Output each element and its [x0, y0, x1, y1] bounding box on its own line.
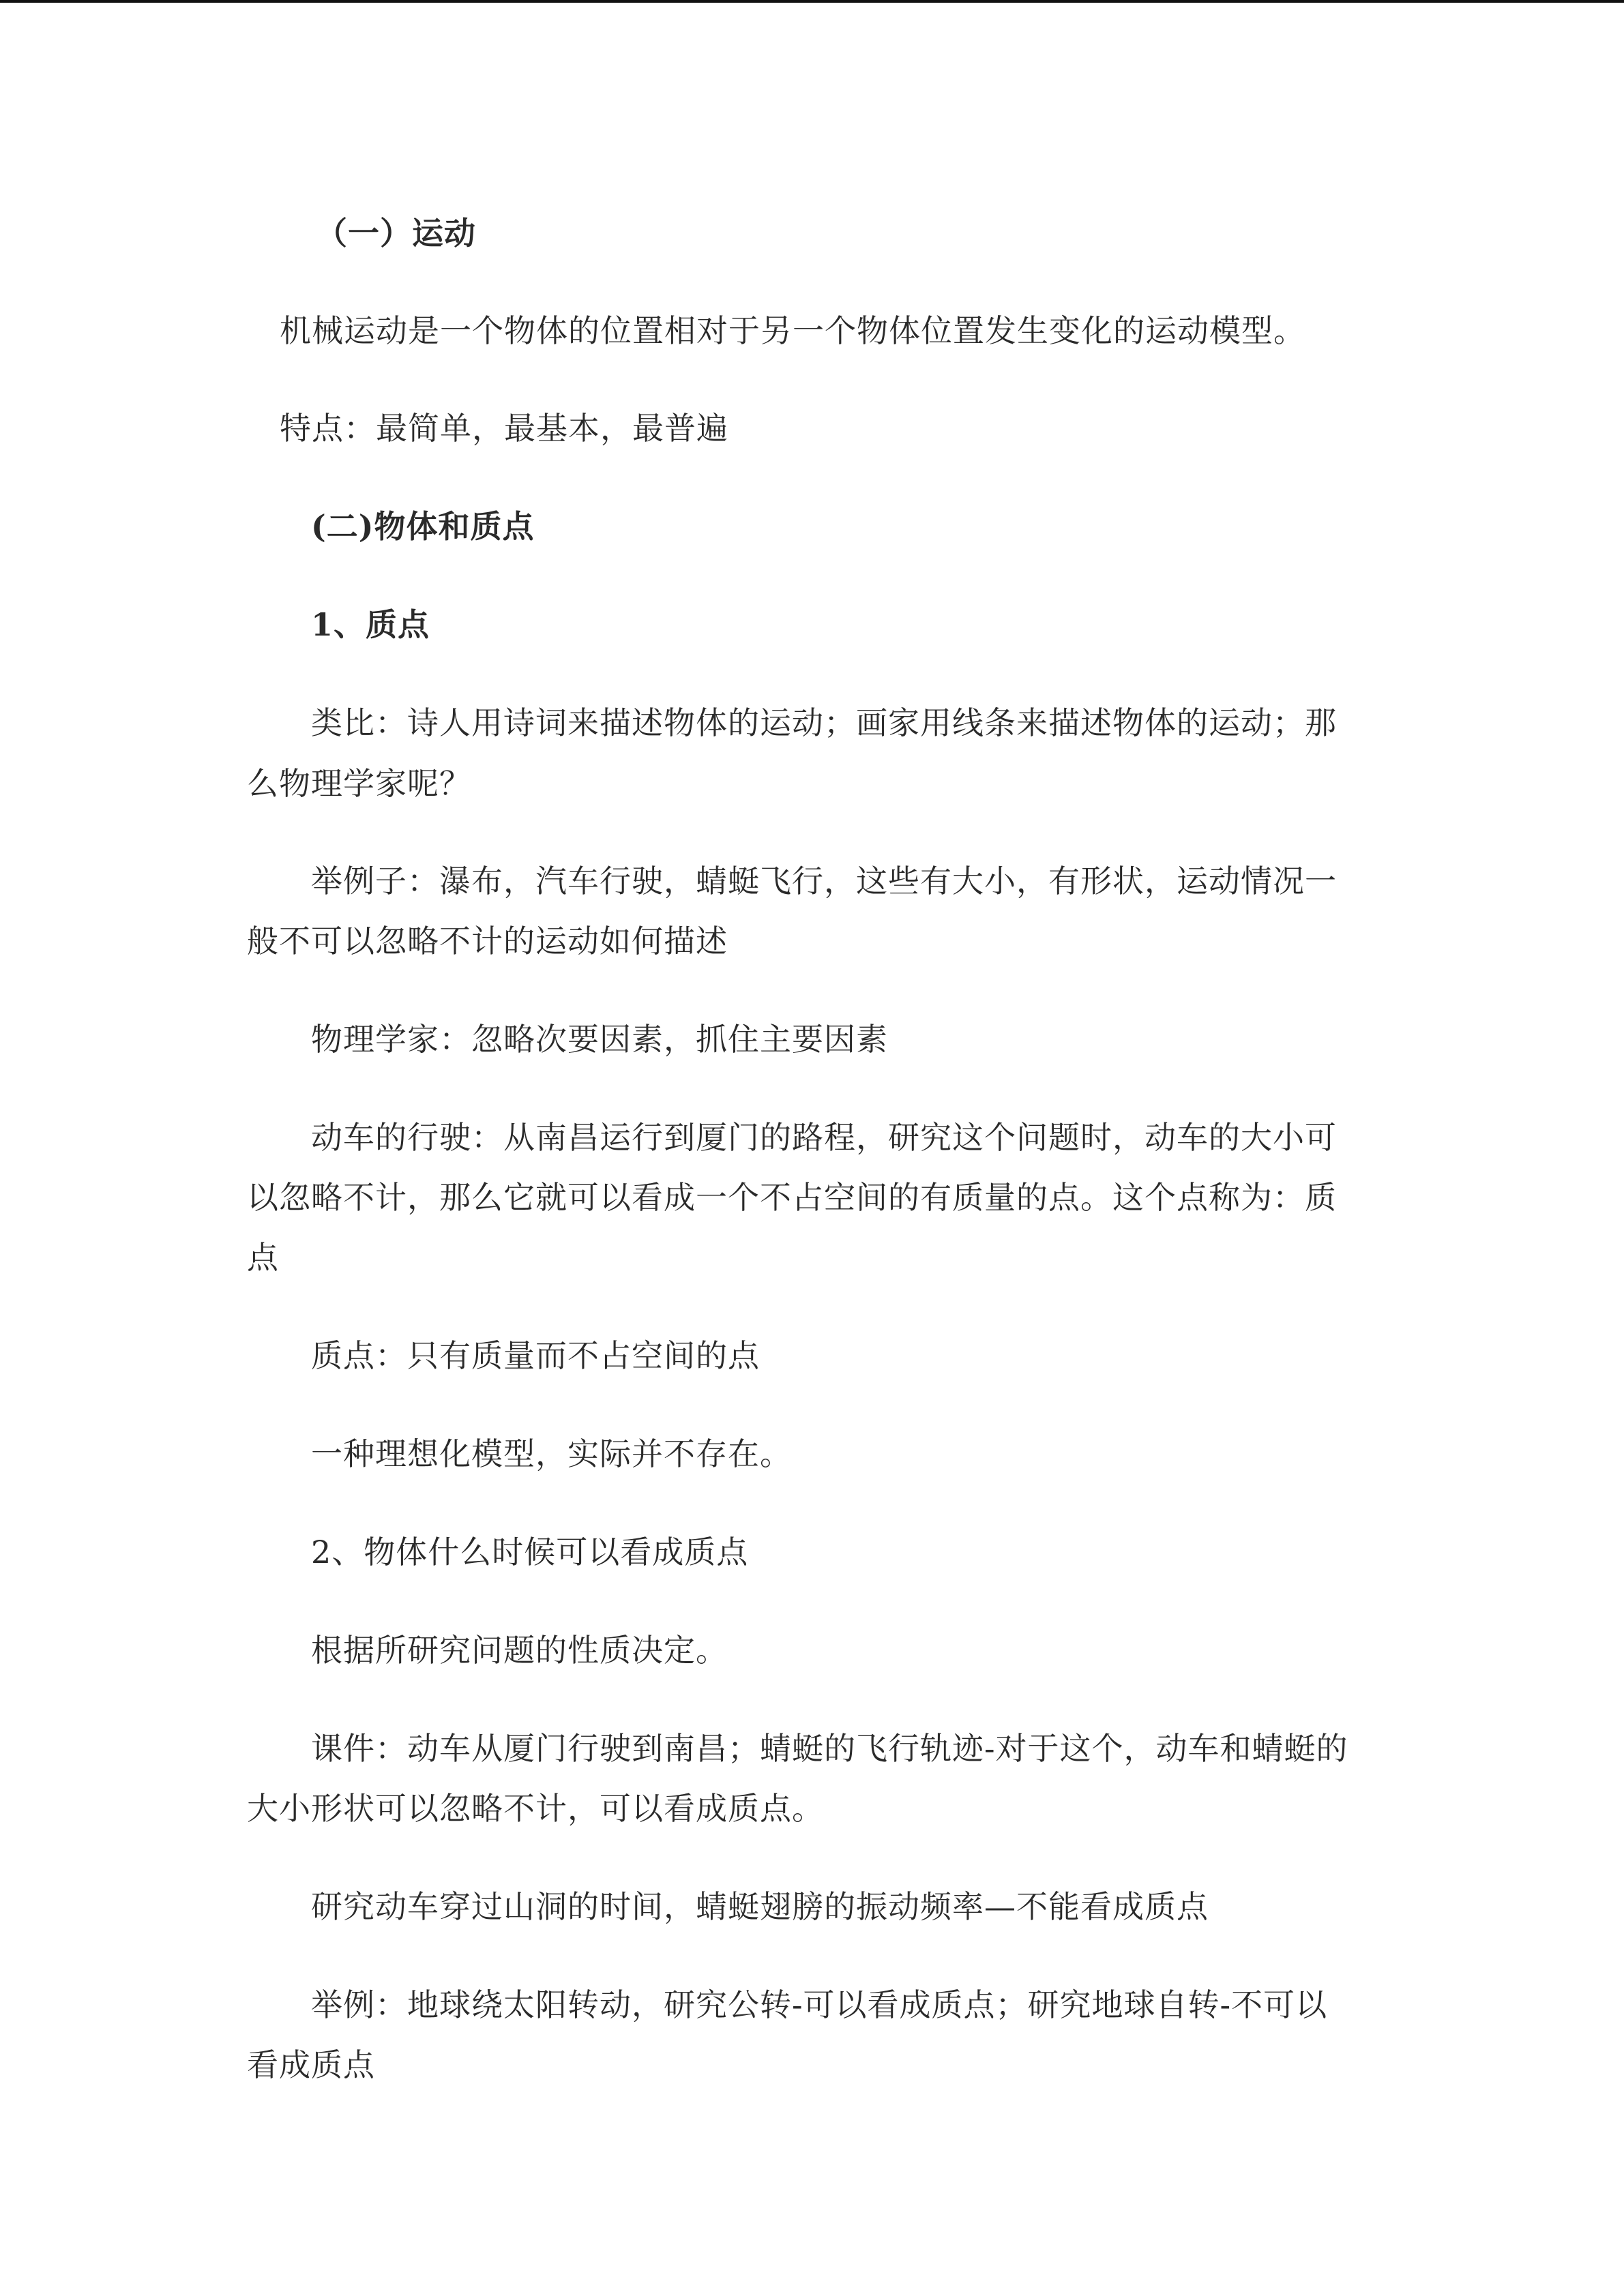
paragraph-courseware-line-1: 课件：动车从厦门行驶到南昌；蜻蜓的飞行轨迹-对于这个，动车和蜻蜓的	[311, 1730, 1348, 1767]
paragraph-train-line-2: 以忽略不计，那么它就可以看成一个不占空间的有质量的点。这个点称为：质	[247, 1179, 1337, 1216]
paragraph-train-line-3: 点	[247, 1239, 279, 1276]
paragraph-tunnel-wings: 研究动车穿过山洞的时间，蜻蜓翅膀的振动频率—不能看成质点	[311, 1888, 1209, 1925]
subheading-particle: 1、质点	[311, 606, 430, 643]
paragraph-earth-example-line-2: 看成质点	[247, 2046, 375, 2083]
paragraph-train-line-1: 动车的行驶：从南昌运行到厦门的路程，研究这个问题时，动车的大小可	[311, 1119, 1337, 1156]
paragraph-courseware-line-2: 大小形状可以忽略不计，可以看成质点。	[247, 1790, 824, 1827]
section-heading-object-and-particle: (二)物体和质点	[311, 508, 535, 545]
paragraph-features: 特点：最简单，最基本，最普遍	[280, 410, 728, 447]
paragraph-ideal-model: 一种理想化模型，实际并不存在。	[311, 1435, 792, 1472]
section-heading-motion: （一）运动	[316, 215, 476, 252]
paragraph-earth-example-line-1: 举例：地球绕太阳转动，研究公转-可以看成质点；研究地球自转-不可以	[311, 1986, 1328, 2023]
paragraph-depends-on-problem: 根据所研究问题的性质决定。	[311, 1632, 728, 1669]
subheading-when-particle: 2、物体什么时候可以看成质点	[311, 1534, 749, 1570]
paragraph-analogy-line-2: 么物理学家呢？	[247, 765, 471, 802]
paragraph-examples-line-2: 般不可以忽略不计的运动如何描述	[247, 923, 728, 959]
paragraph-analogy-line-1: 类比：诗人用诗词来描述物体的运动；画家用线条来描述物体的运动；那	[311, 704, 1337, 741]
paragraph-particle-definition: 质点：只有质量而不占空间的点	[311, 1337, 760, 1374]
paragraph-mechanical-motion: 机械运动是一个物体的位置相对于另一个物体位置发生变化的运动模型。	[280, 312, 1305, 349]
paragraph-examples-line-1: 举例子：瀑布，汽车行驶，蜻蜓飞行，这些有大小，有形状，运动情况一	[311, 863, 1337, 899]
paragraph-physicist: 物理学家：忽略次要因素，抓住主要因素	[311, 1021, 888, 1058]
